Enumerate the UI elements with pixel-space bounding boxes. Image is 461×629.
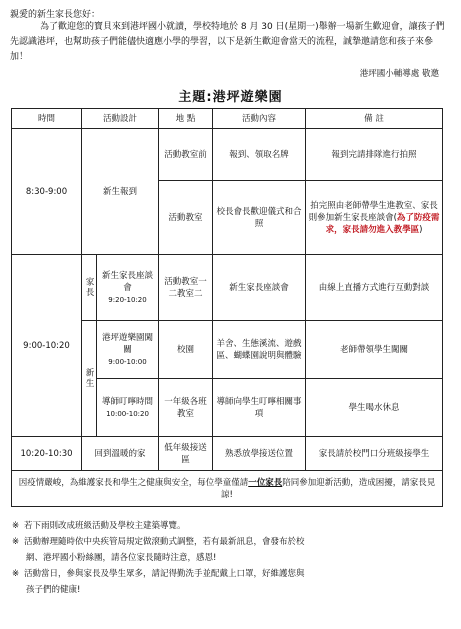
notice-pre: 因疫情嚴峻，為維護家長和學生之健康與安全，每位學童僅請 [18,477,249,488]
reference-mark-icon: ※ [12,521,20,531]
remark-warning: 為了防疫需求，家長請勿進入教學區 [325,212,440,235]
note-item-continued [12,550,450,566]
header-content: 活動內容 [213,109,306,129]
schedule-table [11,108,443,507]
note-item [12,518,450,534]
header-design: 活動設計 [82,109,159,129]
remark-cell: 學生喝水休息 [306,379,443,437]
content-cell: 導師向學生叮嚀相關事項 [213,379,306,437]
group-label-parent: 家長 [82,255,97,321]
note-text: 若下雨則改成班級活動及學校主建築導覽。 [24,521,186,531]
location-cell: 活動教室一二教室二 [159,255,213,321]
notice-row [12,471,443,507]
note-item [12,566,450,582]
location-cell: 活動教室前 [159,129,213,181]
note-text: 孩子們的健康! [26,585,81,595]
content-cell: 校長會長歡迎儀式和合照 [213,181,306,255]
time-cell: 8:30-9:00 [12,129,82,255]
design-cell [97,321,159,379]
design-title: 新生家長座談會 [102,270,154,293]
design-title: 港坪遊樂園闖關 [102,332,154,355]
page-title: 主題:港坪遊樂園 [178,90,283,105]
header-remark: 備 註 [306,109,443,129]
remark-cell: 老師帶領學生闖關 [306,321,443,379]
remark-cell [306,181,443,255]
location-cell: 低年級接送區 [159,437,213,471]
location-cell: 一年級各班教室 [159,379,213,437]
note-item-continued [12,582,450,598]
remark-text: 拍完照由老師帶學生進教室、家長則參加新生家長座談會( [308,200,438,223]
table-header-row [12,109,443,129]
group-label-student: 新生 [82,321,97,437]
content-cell: 新生家長座談會 [213,255,306,321]
notice-post: 陪同參加迎新活動，造成困擾，請家長見諒! [221,477,436,500]
design-time: 9:00-10:00 [108,357,147,366]
time-cell: 10:20-10:30 [12,437,82,471]
letter-signature: 港坪國小輔導處 敬邀 [359,69,439,79]
design-time: 10:00-10:20 [106,409,149,418]
header-time: 時間 [12,109,82,129]
remark-cell: 報到完請排隊進行拍照 [306,129,443,181]
notice-cell [12,471,443,507]
design-title: 導師叮嚀時間 [102,396,154,407]
note-item [12,534,450,550]
notice-strong: 一位家長 [248,477,283,488]
letter-body: 為了歡迎您的寶貝來到港坪國小就讀，學校特地於 8 月 30 日(星期一)舉辦一場新生歡迎會，讓孩子們先認識港坪，也幫助孩子們能儘快適應小學的學習，以下是新生歡迎會當天的流程，誠摯邀請您和孩子來參加！ [10,22,445,62]
reference-mark-icon: ※ [12,537,20,547]
note-text: 網、港坪國小粉絲團，請各位家長隨時注意，感恩! [26,553,217,563]
table-row [12,129,443,181]
content-cell: 報到、領取名牌 [213,129,306,181]
table-row [12,255,443,321]
letter-greeting: 親愛的新生家長您好： [10,10,101,20]
design-cell [97,379,159,437]
remark-cell: 由線上直播方式進行互動對談 [306,255,443,321]
design-cell: 新生報到 [82,129,159,255]
reference-mark-icon: ※ [12,569,20,579]
header-location: 地 點 [159,109,213,129]
time-cell: 9:00-10:20 [12,255,82,437]
design-cell [97,255,159,321]
note-text: 活動當日，參與家長及學生眾多，請記得勤洗手並配戴上口罩，好維護您與 [24,569,305,579]
notes-section [12,518,450,598]
design-time: 9:20-10:20 [108,295,147,304]
location-cell: 校園 [159,321,213,379]
note-text: 活動辦理隨時依中央疾管局規定做滾動式調整，若有最新訊息，會發布於校 [24,537,305,547]
location-cell: 活動教室 [159,181,213,255]
content-cell: 熟悉放學接送位置 [213,437,306,471]
table-row [12,437,443,471]
remark-end: ) [419,224,423,235]
design-cell: 回到溫暖的家 [82,437,159,471]
remark-cell: 家長請於校門口分班級接學生 [306,437,443,471]
content-cell: 羊舍、生態溪流、遊戲區、蝴蝶園說明與體驗 [213,321,306,379]
